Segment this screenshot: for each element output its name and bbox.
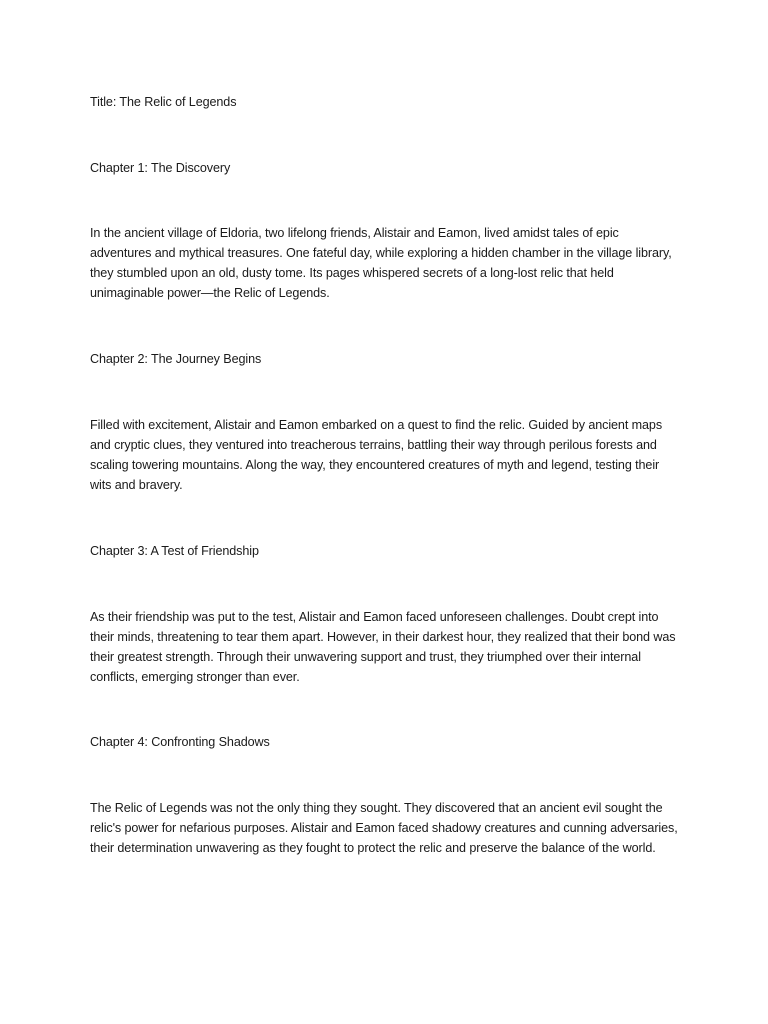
chapter-4-heading: Chapter 4: Confronting Shadows bbox=[90, 735, 270, 749]
chapter-4-body: The Relic of Legends was not the only thing they sought. They discovered that an ancient evil sought the relic's power for nefarious purposes. Alistair and Eamon faced shadowy creatures and cunning adversaries, their determination unwavering as they fought to protect the relic and preserve the balance of the world. bbox=[90, 801, 678, 855]
chapter-3-heading: Chapter 3: A Test of Friendship bbox=[90, 544, 259, 558]
chapter-2-body: Filled with excitement, Alistair and Eamon embarked on a quest to find the relic. Guided by ancient maps and cryptic clues, they ventured into treacherous terrains, battling their way through perilous forests and scaling towering mountains. Along the way, they encountered creatures of myth and legend, testing their wits and bravery. bbox=[90, 418, 663, 492]
chapter-2-heading: Chapter 2: The Journey Begins bbox=[90, 352, 262, 366]
chapter-3-body: As their friendship was put to the test, Alistair and Eamon faced unforeseen challenges. Doubt crept into their minds, threatening to tear them apart. However, in their darkest hour, they realized that their bond was their greatest strength. Through their unwavering support and trust, they triumphed over their internal conflicts, emerging stronger than ever. bbox=[90, 610, 676, 684]
document-title: Title: The Relic of Legends bbox=[90, 95, 237, 109]
chapter-1-heading: Chapter 1: The Discovery bbox=[90, 161, 231, 175]
chapter-1-body: In the ancient village of Eldoria, two lifelong friends, Alistair and Eamon, lived amidst tales of epic adventures and mythical treasures. One fateful day, while exploring a hidden chamber in the village library, they stumbled upon an old, dusty tome. Its pages whispered secrets of a long-lost relic that held unimaginable power—the Relic of Legends. bbox=[90, 226, 672, 300]
